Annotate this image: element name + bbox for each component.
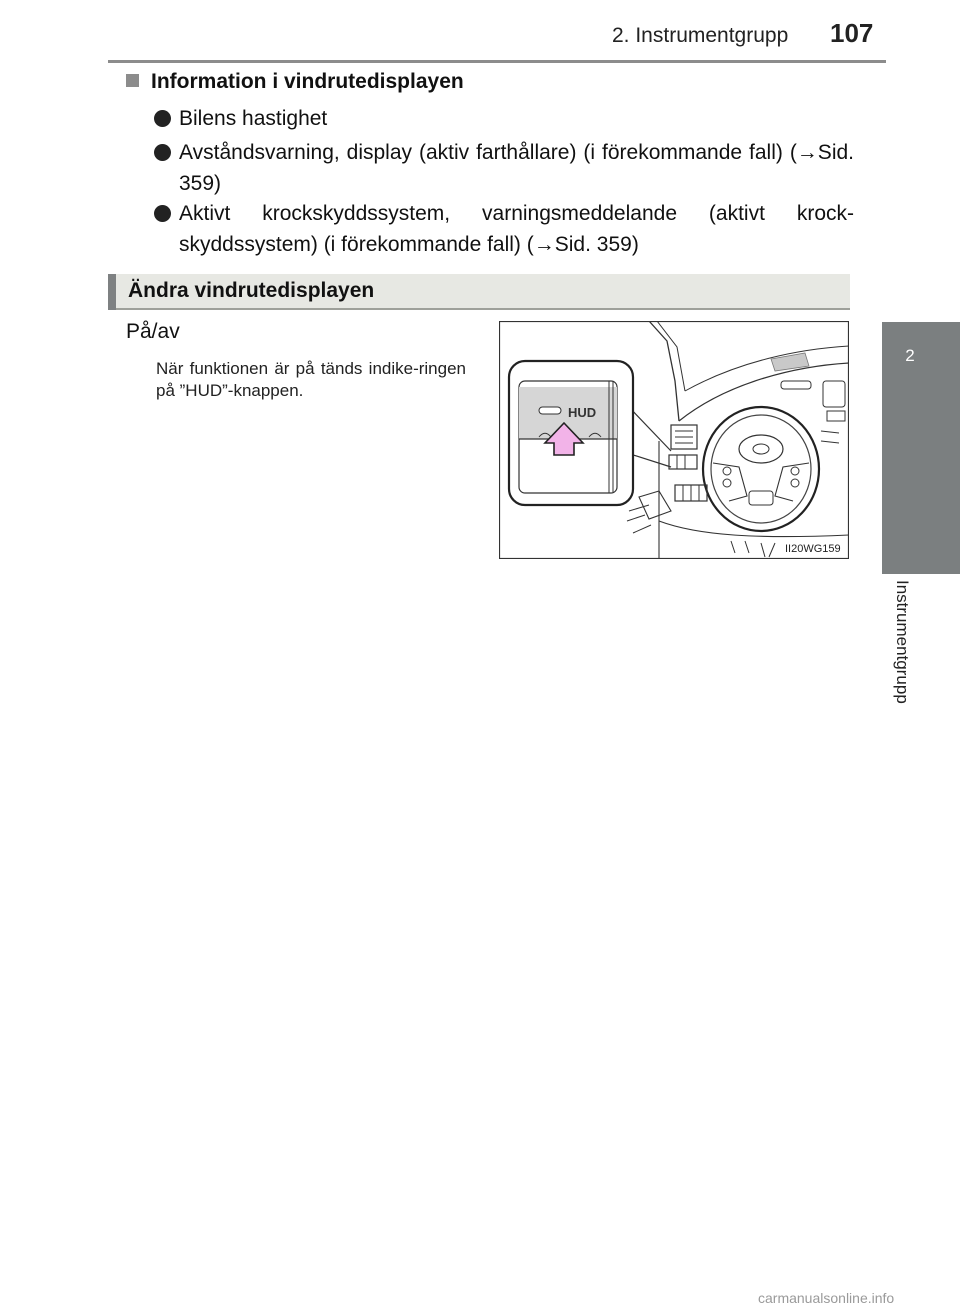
bullet-dot-icon (154, 110, 171, 127)
bullet-item (154, 198, 854, 260)
chapter-label-text: Instrumentgrupp (893, 580, 912, 704)
bullet-text: Bilens hastighet (179, 107, 328, 130)
figure-code: II20WG159 (785, 543, 841, 555)
chapter-number: 2 (905, 346, 915, 365)
step-description: När funktionen är på tänds indike-ringen på ”HUD”-knappen. (156, 359, 466, 400)
watermark: carmanualsonline.info (758, 1290, 895, 1306)
hud-button-label: HUD (568, 405, 597, 420)
square-bullet-icon (126, 74, 139, 87)
bullet-item (154, 103, 854, 134)
step-label: På/av (126, 320, 180, 343)
info-heading-text: Information i vindrutedisplayen (151, 70, 464, 93)
bullet-text: Aktivt krockskyddssystem, varningsmeddelande (aktivt krock-skyddssystem) (i förekommande fall) (→Sid. 359) (179, 202, 854, 256)
section-band-title: Ändra vindrutedisplayen (128, 279, 375, 302)
hud-button-illustration (499, 321, 849, 559)
chapter-tab (882, 322, 960, 574)
section-band (108, 274, 850, 310)
bullet-item (154, 137, 854, 199)
info-heading (126, 70, 464, 94)
page-number: 107 (830, 18, 874, 48)
dashboard-drawing (499, 321, 849, 559)
running-header: 2. Instrumentgrupp (612, 24, 789, 47)
bullet-dot-icon (154, 205, 171, 222)
header-divider (108, 60, 886, 63)
bullet-text: Avståndsvarning, display (aktiv farthållare) (i förekommande fall) (→Sid. 359) (179, 141, 854, 195)
bullet-dot-icon (154, 144, 171, 161)
chapter-tab-label (882, 580, 960, 880)
section-band-accent (108, 274, 116, 310)
